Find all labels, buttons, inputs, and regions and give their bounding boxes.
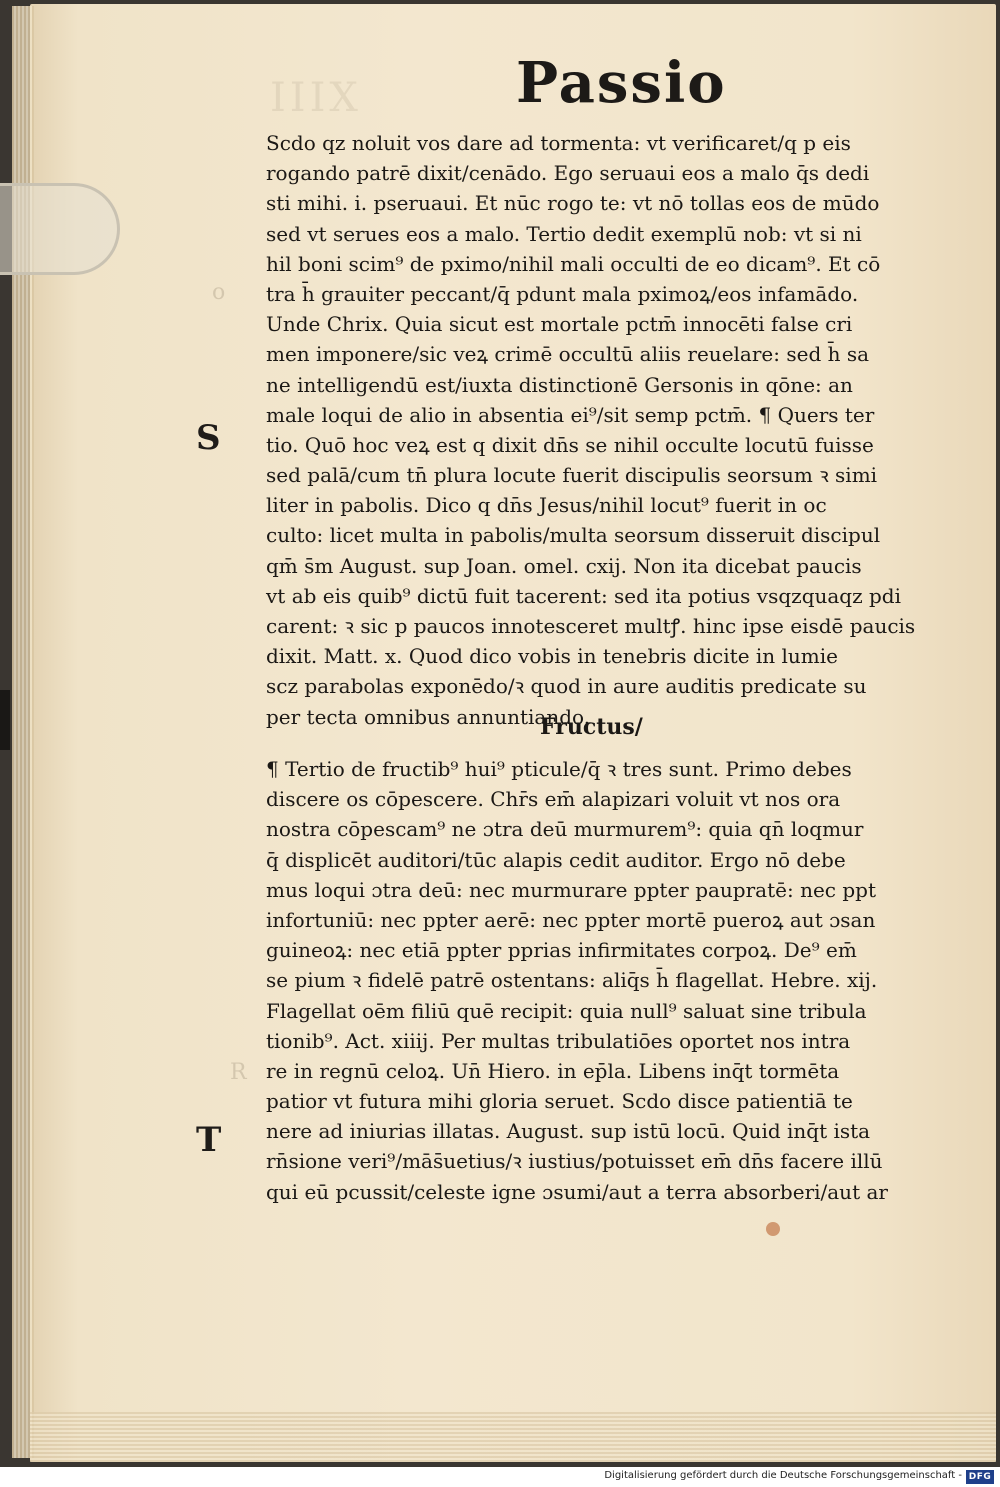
text-line: guineoꝝ: nec etiā ppter pprias infirmitates corpoꝝ. De⁹ em̄ — [266, 938, 857, 963]
text-line: sed palā/cum tn̄ plura locute fuerit discipulis seorsum ꝛ simi — [266, 463, 878, 488]
text-line: carent: ꝛ sic p paucos innotesceret multꝭ. hinc ipse eisdē paucis — [266, 614, 916, 638]
text-line: scz parabolas exponēdo/ꝛ quod in aure auditis predicate su — [266, 674, 867, 699]
text-line: Flagellat oēm filiū quē recipit: quia null⁹ saluat sine tribula — [266, 998, 867, 1023]
text-line: liter in pabolis. Dico q dn̄s Jesus/nihil locut⁹ fuerit in oc — [266, 493, 827, 518]
text-line: qui eū pcussit/celeste igne ɔsumi/aut a terra absorberi/aut ar — [266, 1179, 888, 1204]
text-line: culto: licet multa in pabolis/multa seorsum disseruit discipul — [266, 523, 881, 548]
text-line: vt ab eis quib⁹ dictū fuit tacerent: sed ita potius vsqzquaqz pdi — [266, 583, 902, 608]
text-line: q̄ displicēt auditori/tūc alapis cedit auditor. Ergo nō debe — [266, 847, 846, 872]
binding-tab — [0, 690, 10, 750]
text-line: nostra cōpescam⁹ ne ɔtra deū murmurem⁹: quia qn̄ loqmur — [266, 817, 864, 842]
section-title: Fructus/ — [540, 714, 643, 740]
text-line: discere os cōpescere. Chr̄s em̄ alapizari voluit vt nos ora — [266, 787, 841, 812]
text-line: hil boni scim⁹ de pximo/nihil mali occulti de eo dicam⁹. Et cō — [266, 251, 881, 276]
funding-credit: Digitalisierung gefördert durch die Deutsche Forschungsgemeinschaft - — [604, 1470, 962, 1481]
text-line: sed vt serues eos a malo. Tertio dedit exemplū nob: vt si ni — [266, 221, 862, 246]
text-line: se pium ꝛ fidelē patrē ostentans: aliq̄s h̄ flagellat. Hebre. xij. — [266, 968, 878, 993]
text-line: tra h̄ grauiter peccant/q̄ pdunt mala pximoꝝ/eos infamādo. — [266, 281, 859, 306]
text-line: male loqui de alio in absentia ei⁹/sit semp pctm̄. ¶ Quers ter — [266, 402, 875, 427]
marginal-letter-s: S — [196, 418, 221, 458]
text-line: Scdo qz noluit vos dare ad tormenta: vt verificaret/q p eis — [266, 131, 851, 155]
page-header: Passio — [516, 50, 727, 116]
text-line: tionib⁹. Act. xiiij. Per multas tribulatiōes oportet nos intra — [266, 1028, 851, 1053]
text-line: ¶ Tertio de fructib⁹ hui⁹ pticule/q̄ ꝛ tres sunt. Primo debes — [266, 757, 852, 781]
text-line: mus loqui ɔtra deū: nec murmurare ppter paupratē: nec ppt — [266, 877, 876, 902]
text-line: patior vt futura mihi gloria seruet. Scdo disce patientiā te — [266, 1089, 853, 1114]
text-block-1 — [266, 128, 956, 732]
bleed-through: IIIX — [270, 75, 362, 121]
marginal-letter-t: T — [196, 1120, 222, 1160]
text-block-2 — [266, 754, 956, 1207]
text-line: re in regnū celoꝝ. Un̄ Hiero. in ep̄la. Libens inq̄t tormēta — [266, 1058, 840, 1083]
text-line: qm̄ s̄m August. sup Joan. omel. cxij. Non ita dicebat paucis — [266, 553, 862, 578]
text-line: rogando patrē dixit/cenādo. Ego seruaui eos a malo q̄s dedi — [266, 161, 870, 186]
text-line: per tecta omnibus annuntiando. — [266, 704, 591, 729]
text-line: Unde Chrix. Quia sicut est mortale pctm̄ innocēti false cri — [266, 312, 853, 337]
text-line: dixit. Matt. x. Quod dico vobis in tenebris dicite in lumie — [266, 644, 838, 669]
faint-mark: R — [230, 1060, 247, 1085]
text-line: ne intelligendū est/iuxta distinctionē Gersonis in qōne: an — [266, 372, 853, 397]
page-clip — [0, 183, 120, 275]
text-line: rn̄sione veri⁹/mās̄uetius/ꝛ iustius/potuisset em̄ dn̄s facere illū — [266, 1149, 883, 1174]
text-line: tio. Quō hoc veꝝ est q dixit dn̄s se nihil occulte locutū fuisse — [266, 432, 874, 457]
text-line: men imponere/sic veꝝ crimē occultū aliis reuelare: sed h̄ sa — [266, 342, 870, 367]
faint-mark: o — [212, 280, 226, 305]
page-bottom-edges — [30, 1412, 996, 1462]
stain-spot — [766, 1222, 780, 1236]
text-line: infortuniū: nec ppter aerē: nec ppter mortē pueroꝝ aut ɔsan — [266, 907, 876, 932]
dfg-logo: DFG — [966, 1470, 994, 1484]
text-line: sti mihi. i. pseruaui. Et nūc rogo te: vt nō tollas eos de mūdo — [266, 191, 880, 216]
text-line: nere ad iniurias illatas. August. sup istū locū. Quid inq̄t ista — [266, 1119, 871, 1144]
footer-bar — [0, 1467, 1000, 1487]
